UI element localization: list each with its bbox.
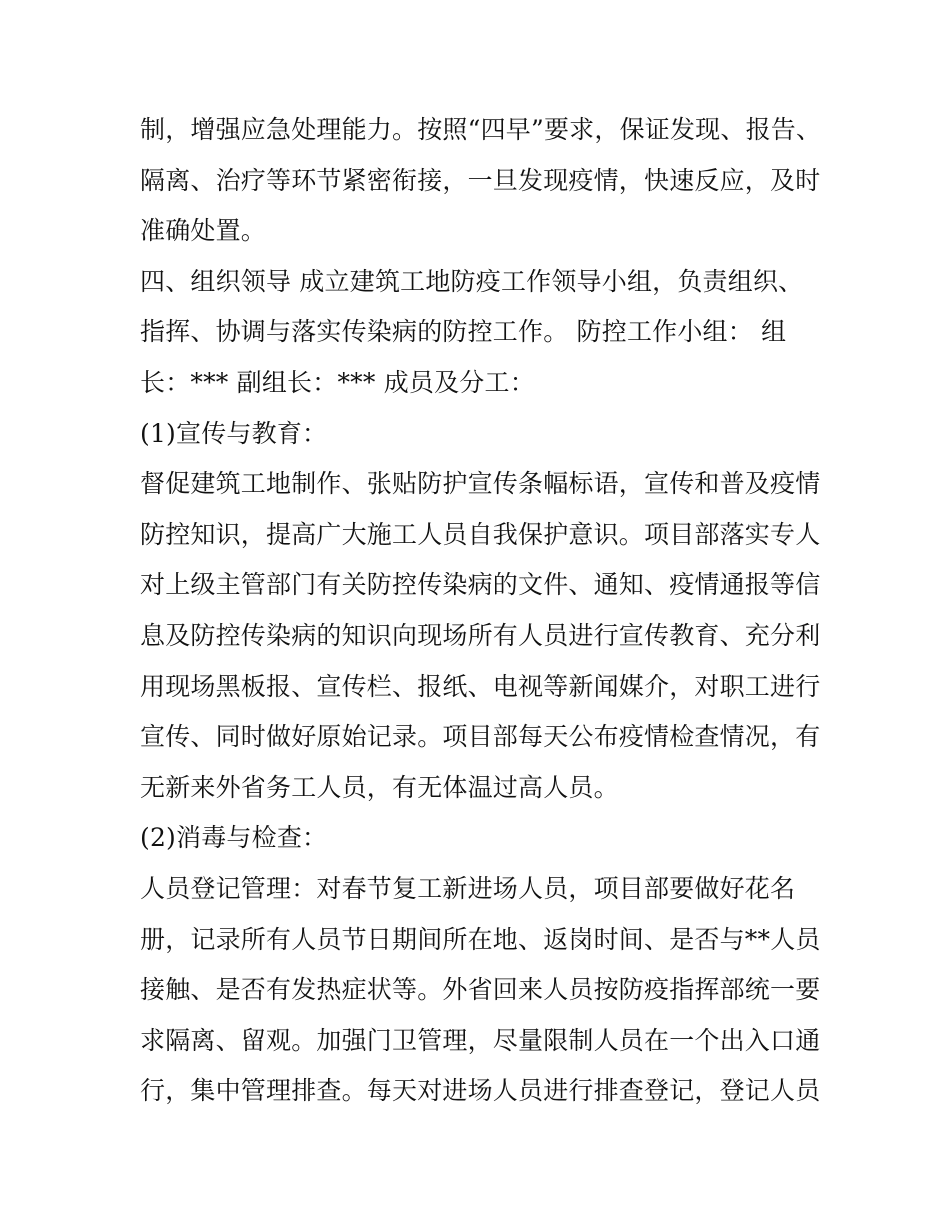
subheading-line: (1)宣传与教育： xyxy=(140,418,328,448)
text-line: 对上级主管部门有关防控传染病的文件、通知、疫情通报等信 xyxy=(140,570,821,600)
text-line: 长：*** 副组长：*** 成员及分工： xyxy=(140,367,535,397)
text-line: 行，集中管理排查。每天对进场人员进行排查登记，登记人员 xyxy=(140,1076,821,1106)
text-line: 人员登记管理：对春节复工新进场人员，项目部要做好花名 xyxy=(140,873,796,903)
text-line: 隔离、治疗等环节紧密衔接，一旦发现疫情，快速反应，及时 xyxy=(140,165,821,195)
text-line: 准确处置。 xyxy=(140,216,267,246)
text-line: 求隔离、留观。加强门卫管理，尽量限制人员在一个出入口通 xyxy=(140,1025,821,1055)
subheading-line: (2)消毒与检查： xyxy=(140,823,328,853)
text-line: 制，增强应急处理能力。按照“四早”要求，保证发现、报告、 xyxy=(140,115,822,144)
body-text xyxy=(140,105,820,1117)
text-line: 防控知识，提高广大施工人员自我保护意识。项目部落实专人 xyxy=(140,519,821,549)
section-heading-line: 四、组织领导 成立建筑工地防疫工作领导小组，负责组织、 xyxy=(140,266,804,296)
text-line: 宣传、同时做好原始记录。项目部每天公布疫情检查情况，有 xyxy=(140,722,821,752)
text-line: 督促建筑工地制作、张贴防护宣传条幅标语，宣传和普及疫情 xyxy=(140,469,821,499)
text-line: 册，记录所有人员节日期间所在地、返岗时间、是否与**人员 xyxy=(140,924,821,954)
text-line: 息及防控传染病的知识向现场所有人员进行宣传教育、充分利 xyxy=(140,620,821,650)
text-line: 无新来外省务工人员，有无体温过高人员。 xyxy=(140,772,619,802)
text-line: 用现场黑板报、宣传栏、报纸、电视等新闻媒介，对职工进行 xyxy=(140,671,821,701)
text-line: 指挥、协调与落实传染病的防控工作。 防控工作小组： 组 xyxy=(140,317,787,347)
text-line: 接触、是否有发热症状等。外省回来人员按防疫指挥部统一要 xyxy=(140,975,821,1005)
